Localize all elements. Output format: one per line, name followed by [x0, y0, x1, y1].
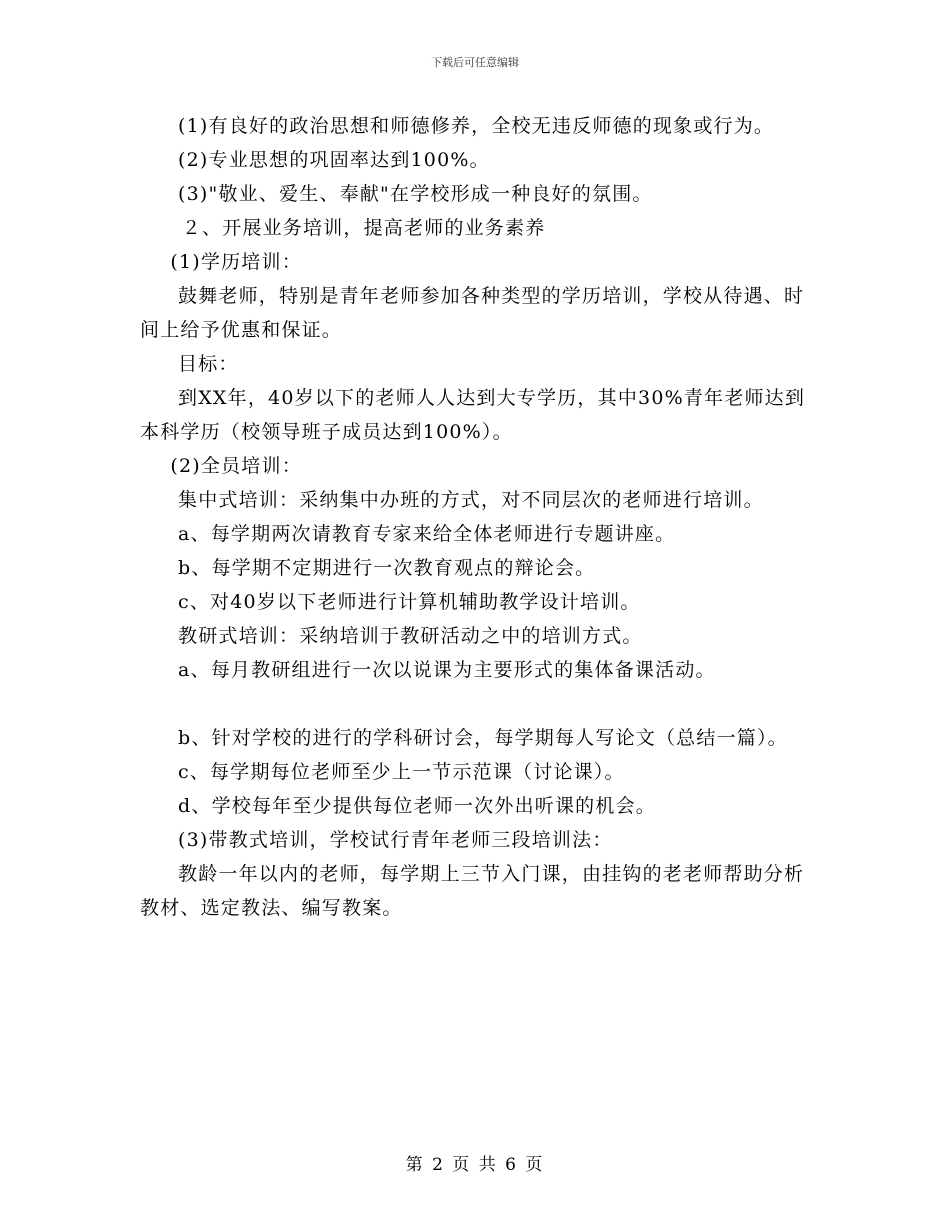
paragraph: 鼓舞老师，特别是青年老师参加各种类型的学历培训，学校从待遇、时间上给予优惠和保证。 [140, 285, 805, 341]
paragraph: 集中式培训：采纳集中办班的方式，对不同层次的老师进行培训。 [178, 489, 764, 511]
paragraph: 目标： [178, 353, 239, 375]
blank-line [140, 687, 812, 721]
subsection-heading: (3)带教式培训，学校试行青年老师三段培训法： [178, 829, 613, 851]
list-item: a、每月教研组进行一次以说课为主要形式的集体备课活动。 [178, 659, 716, 681]
list-item: d、学校每年至少提供每位老师一次外出听课的机会。 [178, 795, 656, 817]
list-item: c、每学期每位老师至少上一节示范课（讨论课）。 [178, 761, 625, 783]
list-item: c、对40岁以下老师进行计算机辅助教学设计培训。 [178, 591, 641, 613]
paragraph: 教龄一年以内的老师，每学期上三节入门课，由挂钩的老老师帮助分析教材、选定教法、编写教案。 [140, 863, 805, 919]
page-footer: 第 2 页 共 6 页 [405, 1155, 545, 1175]
page-header: 下载后可任意编辑 [431, 56, 519, 69]
list-item: a、每学期两次请教育专家来给全体老师进行专题讲座。 [178, 523, 676, 545]
section-heading: ２、开展业务培训，提高老师的业务素养 [181, 217, 546, 239]
paragraph: 教研式培训：采纳培训于教研活动之中的培训方式。 [178, 625, 643, 647]
list-item: b、每学期不定期进行一次教育观点的辩论会。 [178, 557, 596, 579]
paragraph: 到XX年，40岁以下的老师人人达到大专学历，其中30%青年老师达到本科学历（校领导班子成员达到100%）。 [140, 387, 806, 443]
list-item: b、针对学校的进行的学科研讨会，每学期每人写论文（总结一篇）。 [178, 727, 788, 749]
subsection-heading: (1)学历培训： [170, 251, 302, 273]
paragraph: (1)有良好的政治思想和师德修养，全校无违反师德的现象或行为。 [178, 115, 775, 137]
paragraph: (3)"敬业、爱生、奉献"在学校形成一种良好的氛围。 [178, 183, 653, 205]
subsection-heading: (2)全员培训： [170, 455, 302, 477]
paragraph: (2)专业思想的巩固率达到100%。 [178, 149, 490, 171]
document-body [140, 109, 812, 925]
